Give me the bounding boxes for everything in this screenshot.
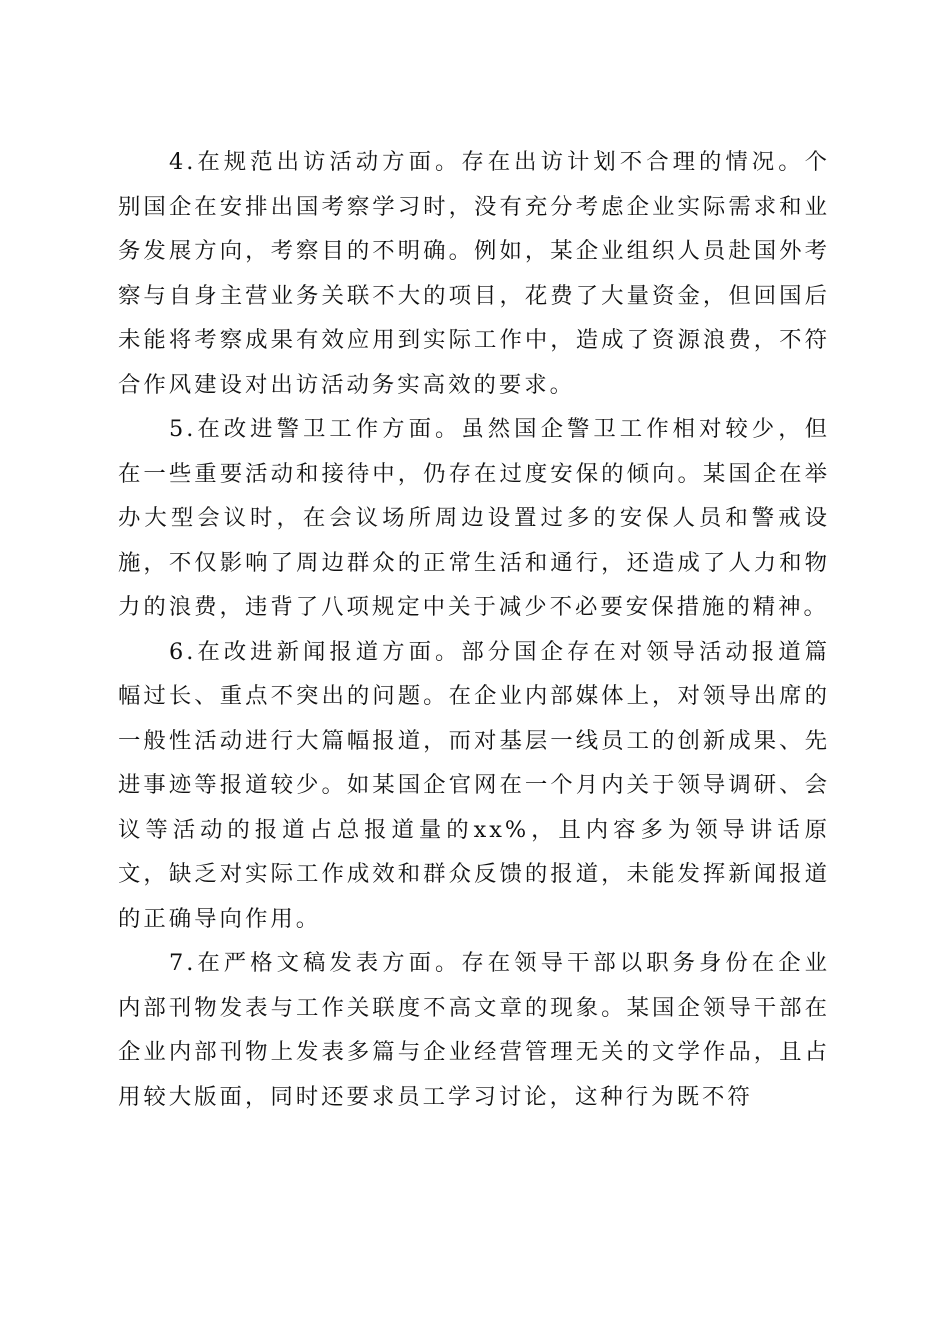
paragraph-6-news-reporting: 6.在改进新闻报道方面。部分国企存在对领导活动报道篇幅过长、重点不突出的问题。在企业内部媒体上，对领导出席的一般性活动进行大篇幅报道，而对基层一线员工的创新成果、先进事迹等报道较少。如某国企官网在一个月内关于领导调研、会议等活动的报道占总报道量的xx%，且内容多为领导讲话原文，缺乏对实际工作成效和群众反馈的报道，未能发挥新闻报道的正确导向作用。 <box>118 638 830 932</box>
paragraph-4-overseas-visits: 4.在规范出访活动方面。存在出访计划不合理的情况。个别国企在安排出国考察学习时，没有充分考虑企业实际需求和业务发展方向，考察目的不明确。例如，某企业组织人员赴国外考察与自身主营业务关联不大的项目，花费了大量资金，但回国后未能将考察成果有效应用到实际工作中，造成了资源浪费，不符合作风建设对出访活动务实高效的要求。 <box>118 149 830 398</box>
document-page <box>118 140 830 1220</box>
paragraph-7-article-publishing: 7.在严格文稿发表方面。存在领导干部以职务身份在企业内部刊物发表与工作关联度不高文章的现象。某国企领导干部在企业内部刊物上发表多篇与企业经营管理无关的文学作品，且占用较大版面，同时还要求员工学习讨论，这种行为既不符 <box>118 950 830 1110</box>
paragraph-5-security-work: 5.在改进警卫工作方面。虽然国企警卫工作相对较少，但在一些重要活动和接待中，仍存在过度安保的倾向。某国企在举办大型会议时，在会议场所周边设置过多的安保人员和警戒设施，不仅影响了周边群众的正常生活和通行，还造成了人力和物力的浪费，违背了八项规定中关于减少不必要安保措施的精神。 <box>118 416 830 620</box>
